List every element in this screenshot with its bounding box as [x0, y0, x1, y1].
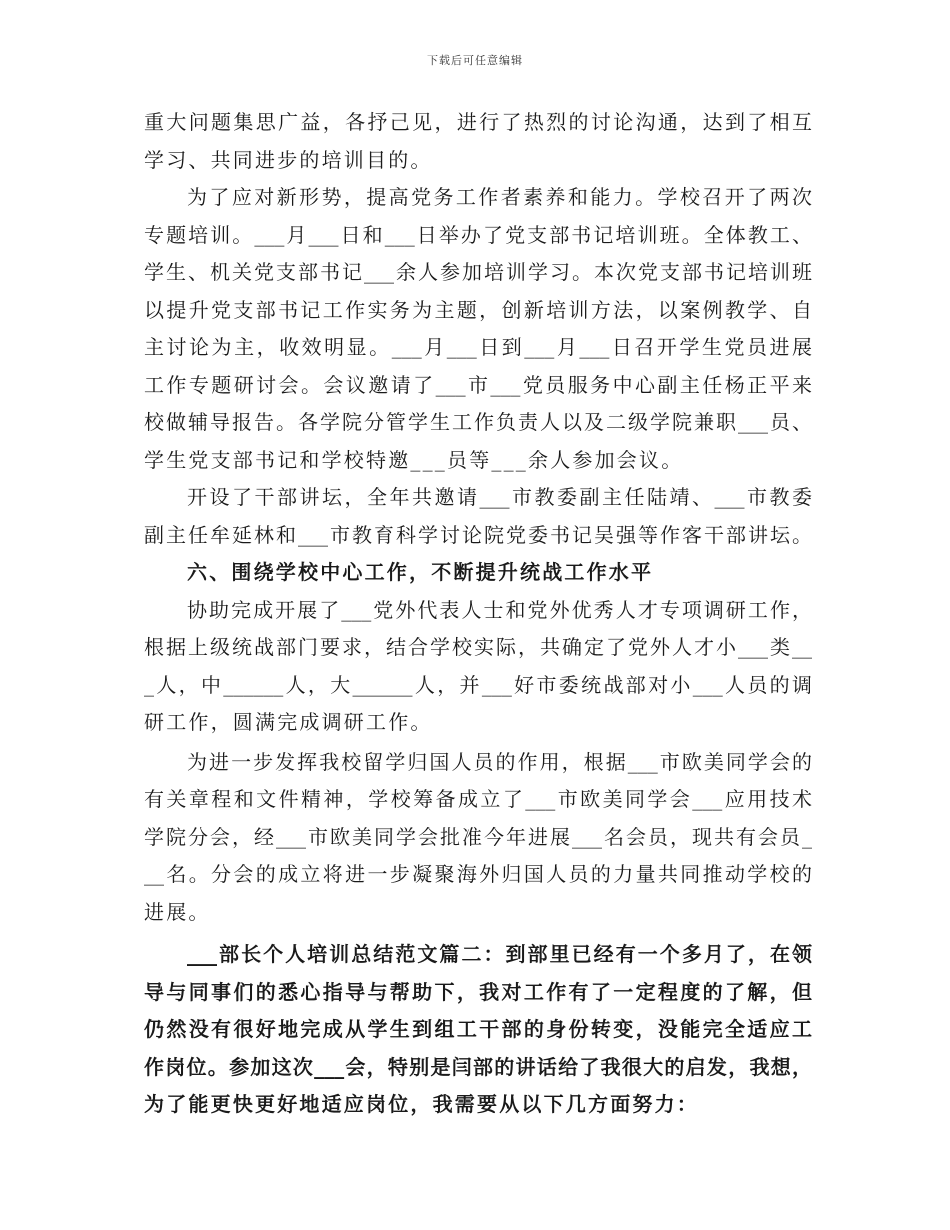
document-body [144, 104, 812, 1124]
text-line-bold: 导与同事们的悉心指导与帮助下，我对工作有了一定程度的了解，但 [144, 979, 812, 1004]
text-line: 有关章程和文件精神，学校筹备成立了___市欧美同学会___应用技术 [144, 787, 812, 811]
page-header: 下载后可任意编辑 [427, 54, 523, 67]
text-line-bold: 作岗位。参加这次___会，特别是闫部的讲话给了我很大的启发，我想， [144, 1054, 812, 1079]
text-line-bold: 仍然没有很好地完成从学生到组工干部的身份转变，没能完全适应工 [144, 1017, 812, 1041]
text-line-bold: 为了能更快更好地适应岗位，我需要从以下几方面努力： [144, 1092, 699, 1116]
section-heading: 六、围绕学校中心工作，不断提升统战工作水平 [187, 560, 654, 584]
text-line: 专题培训。___月___日和___日举办了党支部书记培训班。全体教工、 [144, 222, 812, 247]
text-line: 重大问题集思广益，各抒己见，进行了热烈的讨论沟通，达到了相互 [144, 110, 812, 134]
text-line: 校做辅导报告。各学院分管学生工作负责人以及二级学院兼职___员、 [144, 410, 812, 434]
text-line: 为进一步发挥我校留学归国人员的作用，根据___市欧美同学会的 [187, 749, 812, 774]
text-line: 进展。 [144, 899, 211, 924]
text-line: 开设了干部讲坛，全年共邀请___市教委副主任陆靖、___市教委 [187, 485, 812, 509]
text-line: 为了应对新形势，提高党务工作者素养和能力。学校召开了两次 [187, 185, 812, 209]
text-line: 研工作，圆满完成调研工作。 [144, 710, 433, 734]
text-line: 学习、共同进步的培训目的。 [144, 147, 433, 172]
text-line: 主讨论为主，收效明显。___月___日到___月___日召开学生党员进展 [144, 335, 812, 359]
text-line: 副主任牟延林和___市教育科学讨论院党委书记吴强等作客干部讲坛。 [144, 522, 812, 547]
text-line: 协助完成开展了___党外代表人士和党外优秀人才专项调研工作， [187, 597, 812, 622]
text-line: 以提升党支部书记工作实务为主题，创新培训方法，以案例教学、自 [144, 297, 812, 322]
text-line: 学院分会，经___市欧美同学会批准今年进展___名会员，现共有会员_ [144, 824, 812, 849]
text-line: 根据上级统战部门要求，结合学校实际，共确定了党外人才小___类__ [144, 635, 812, 659]
text-line: 学生、机关党支部书记___余人参加培训学习。本次党支部书记培训班 [144, 260, 812, 284]
text-line: 学生党支部书记和学校特邀___员等___余人参加会议。 [144, 447, 684, 472]
text-line: _人，中______人，大______人，并___好市委统战部对小___人员的调 [144, 672, 812, 697]
text-line: 工作专题研讨会。会议邀请了___市___党员服务中心副主任杨正平来 [144, 372, 812, 397]
text-line-bold: ___部长个人培训总结范文篇二：到部里已经有一个多月了，在领 [187, 942, 812, 966]
text-line: __名。分会的成立将进一步凝聚海外归国人员的力量共同推动学校的 [144, 862, 812, 886]
